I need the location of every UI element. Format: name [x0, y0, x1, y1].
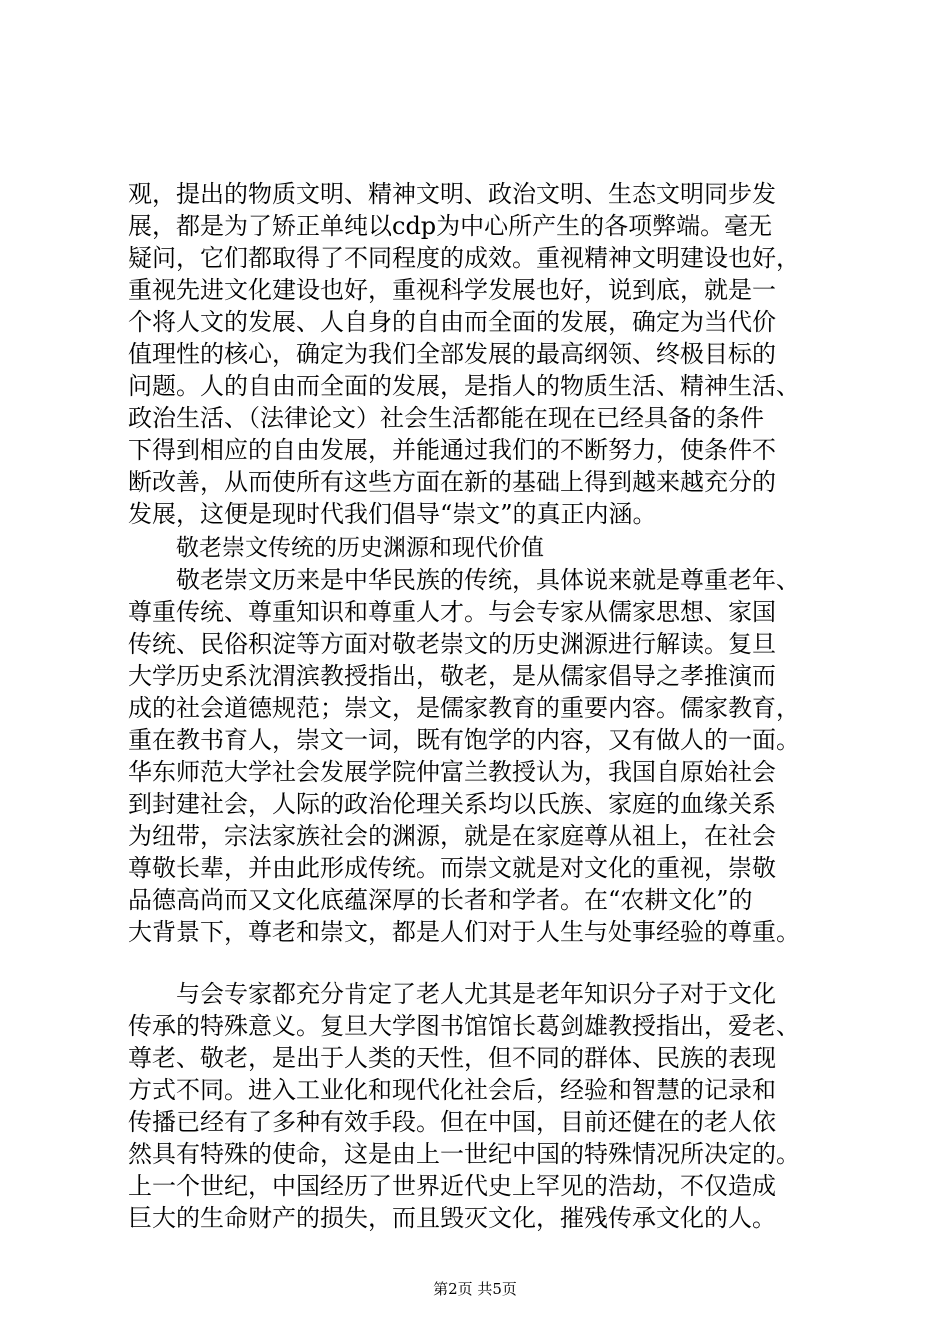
- paragraph-line: 大学历史系沈渭滨教授指出，敬老，是从儒家倡导之孝推演而: [128, 662, 776, 690]
- paragraph-line: 展，都是为了矫正单纯以cdp为中心所产生的各项弊端。毫无: [128, 212, 773, 240]
- paragraph-line: 断改善，从而使所有这些方面在新的基础上得到越来越充分的: [128, 468, 776, 496]
- paragraph-line: 问题。人的自由而全面的发展，是指人的物质生活、精神生活、: [128, 372, 800, 400]
- paragraph-line: 重在教书育人，崇文一词，既有饱学的内容，又有做人的一面。: [128, 726, 800, 754]
- paragraph-line: 政治生活、（法律论文）社会生活都能在现在已经具备的条件: [128, 404, 764, 432]
- paragraph-line: 传承的特殊意义。复旦大学图书馆馆长葛剑雄教授指出，爱老、: [128, 1012, 800, 1040]
- paragraph-line: 个将人文的发展、人自身的自由而全面的发展，确定为当代价: [128, 308, 776, 336]
- paragraph-line: 然具有特殊的使命，这是由上一世纪中国的特殊情况所决定的。: [128, 1140, 800, 1168]
- paragraph-line: 为纽带，宗法家族社会的渊源，就是在家庭尊从祖上，在社会: [128, 822, 776, 850]
- section-heading: 敬老崇文传统的历史渊源和现代价值: [176, 535, 544, 561]
- paragraph-line: 值理性的核心，确定为我们全部发展的最高纲领、终极目标的: [128, 340, 776, 368]
- paragraph-line: 传播已经有了多种有效手段。但在中国，目前还健在的老人依: [128, 1108, 776, 1136]
- paragraph-line: 疑问，它们都取得了不同程度的成效。重视精神文明建设也好，: [128, 244, 800, 272]
- paragraph-line: 方式不同。进入工业化和现代化社会后，经验和智慧的记录和: [128, 1076, 776, 1104]
- paragraph-line: 尊老、敬老，是出于人类的天性，但不同的群体、民族的表现: [128, 1044, 776, 1072]
- paragraph-line: 与会专家都充分肯定了老人尤其是老年知识分子对于文化: [128, 980, 776, 1008]
- paragraph-line: 品德高尚而又文化底蕴深厚的长者和学者。在“农耕文化”的: [128, 886, 753, 914]
- paragraph-line: 敬老崇文历来是中华民族的传统，具体说来就是尊重老年、: [128, 566, 800, 594]
- paragraph-line: 下得到相应的自由发展，并能通过我们的不断努力，使条件不: [128, 436, 776, 464]
- paragraph-line: 到封建社会，人际的政治伦理关系均以氏族、家庭的血缘关系: [128, 790, 776, 818]
- paragraph-line: 传统、民俗积淀等方面对敬老崇文的历史渊源进行解读。复旦: [128, 630, 776, 658]
- paragraph-line: 巨大的生命财产的损失，而且毁灭文化，摧残传承文化的人。: [128, 1204, 776, 1232]
- paragraph-line: 重视先进文化建设也好，重视科学发展也好，说到底，就是一: [128, 276, 776, 304]
- paragraph-line: 上一个世纪，中国经历了世界近代史上罕见的浩劫，不仅造成: [128, 1172, 776, 1200]
- paragraph-line: 尊敬长辈，并由此形成传统。而崇文就是对文化的重视，崇敬: [128, 854, 776, 882]
- paragraph-line: 尊重传统、尊重知识和尊重人才。与会专家从儒家思想、家国: [128, 598, 776, 626]
- page-footer: [0, 1278, 950, 1299]
- paragraph-line: 成的社会道德规范；崇文，是儒家教育的重要内容。儒家教育，: [128, 694, 800, 722]
- paragraph-line: 华东师范大学社会发展学院仲富兰教授认为，我国自原始社会: [128, 758, 776, 786]
- paragraph-line: 发展，这便是现时代我们倡导“崇文”的真正内涵。: [128, 500, 657, 528]
- paragraph-line: 大背景下，尊老和崇文，都是人们对于人生与处事经验的尊重。: [128, 918, 800, 946]
- page-number-label: 第2页 共5页: [433, 1280, 517, 1298]
- paragraph-line: 观，提出的物质文明、精神文明、政治文明、生态文明同步发: [128, 180, 776, 208]
